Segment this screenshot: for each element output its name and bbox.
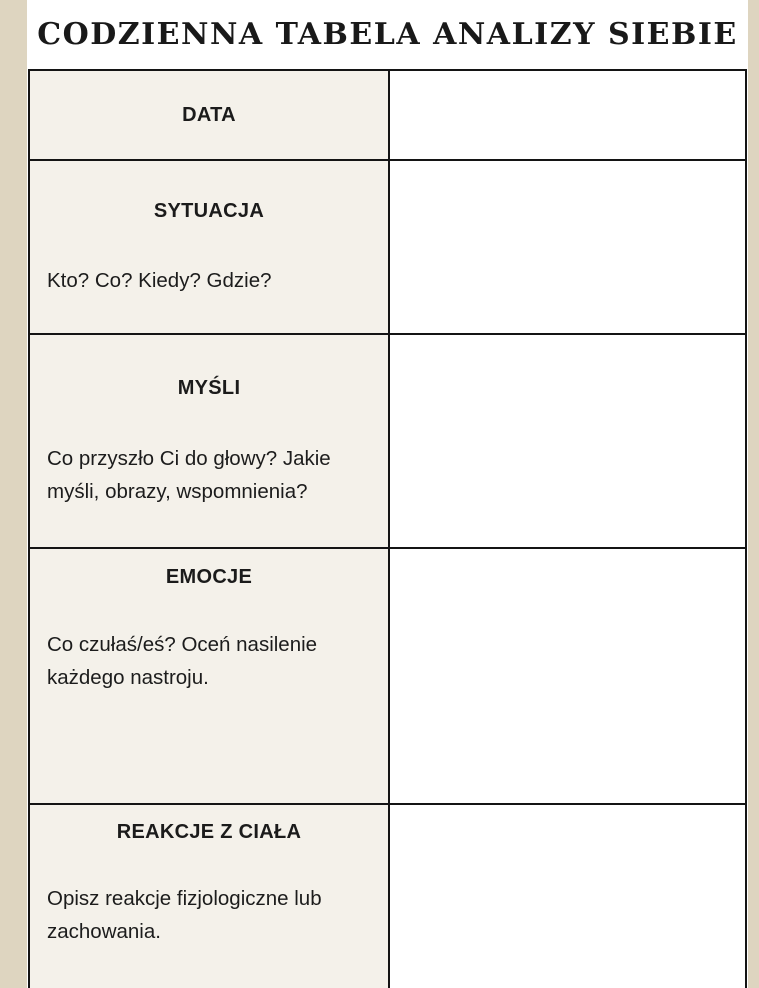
entry-cell-mysli [390, 335, 745, 547]
page-title: CODZIENNA TABELA ANALIZY SIEBIE [37, 17, 738, 52]
label-cell-reakcje [30, 805, 390, 988]
row-prompt: Opisz reakcje fizjologiczne lub zachowania. [47, 887, 322, 943]
row-label: DATA [182, 104, 236, 126]
entry-cell-emocje [390, 549, 745, 803]
entry-cell-data [390, 71, 745, 159]
table-row-reakcje-z-ciala [30, 805, 745, 988]
self-analysis-table [28, 69, 747, 988]
row-prompt: Kto? Co? Kiedy? Gdzie? [47, 269, 272, 292]
label-cell-emocje [30, 549, 390, 803]
table-row-mysli [30, 335, 745, 549]
row-label: MYŚLI [177, 377, 241, 399]
row-label: SYTUACJA [153, 200, 265, 222]
label-cell-mysli [30, 335, 390, 547]
label-cell-sytuacja [30, 161, 390, 333]
label-cell-data [30, 71, 390, 159]
row-label: REAKCJE Z CIAŁA [116, 821, 302, 843]
row-prompt: Co czułaś/eś? Oceń nasilenie każdego nastroju. [47, 633, 318, 689]
row-label: EMOCJE [165, 566, 253, 588]
table-row-emocje [30, 549, 745, 805]
table-row-data [30, 71, 745, 161]
entry-cell-sytuacja [390, 161, 745, 333]
entry-cell-reakcje [390, 805, 745, 988]
table-row-sytuacja [30, 161, 745, 335]
worksheet-page [27, 0, 748, 988]
row-prompt: Co przyszło Ci do głowy? Jakie myśli, obrazy, wspomnienia? [47, 447, 331, 503]
